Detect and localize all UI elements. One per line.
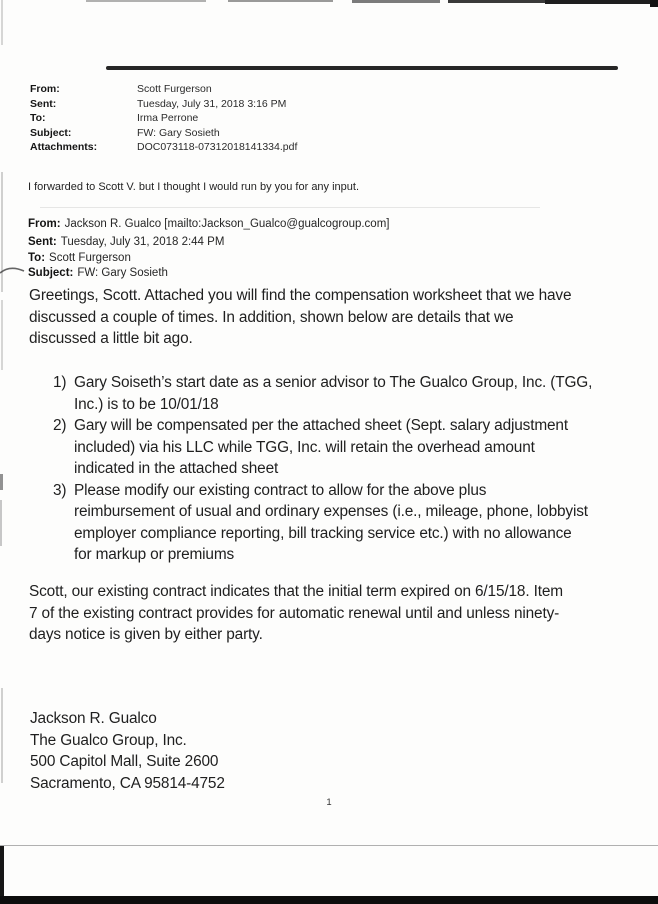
list-item-text <box>74 372 592 415</box>
field-value: Tuesday, July 31, 2018 2:44 PM <box>60 236 225 248</box>
page-number: 1 <box>326 797 332 808</box>
signature-block <box>30 708 225 795</box>
body-line: 7 of the existing contract provides for automatic renewal until and unless ninety- <box>29 604 560 622</box>
field-value: Tuesday, July 31, 2018 3:16 PM <box>137 98 287 110</box>
field-value: FW: Gary Sosieth <box>77 267 168 279</box>
body-line: Inc.) is to be 10/01/18 <box>74 395 219 413</box>
signature-line: Jackson R. Gualco <box>30 710 157 727</box>
field-value: Irma Perrone <box>137 112 199 124</box>
left-edge-artifact <box>0 500 2 546</box>
body-line: employer compliance reporting, bill tracking service etc.) with no allowance <box>74 524 572 542</box>
body-line: Scott, our existing contract indicates that the initial term expired on 6/15/18. Item <box>29 583 563 600</box>
field-label: From: <box>30 83 60 95</box>
header-field-row <box>30 83 212 97</box>
list-marker: 2) <box>53 417 67 434</box>
field-value: Jackson R. Gualco [mailto:Jackson_Gualco@gualcogroup.com] <box>64 218 390 230</box>
body-line: for markup or premiums <box>74 546 235 563</box>
quoted-header-row <box>28 217 389 231</box>
field-value: Scott Furgerson <box>49 252 131 264</box>
bottom-scan-bar <box>0 896 658 904</box>
scan-artifact-top-edge <box>352 0 440 3</box>
list-item <box>53 415 592 480</box>
list-marker: 3) <box>53 481 67 499</box>
field-label: Subject: <box>30 127 72 139</box>
field-value: Scott Furgerson <box>137 83 212 95</box>
body-greeting-paragraph <box>29 285 571 350</box>
body-closing-paragraph <box>29 581 563 646</box>
bottom-edge-artifact <box>0 845 658 846</box>
scan-artifact-top-edge <box>228 0 333 2</box>
body-line: Gary will be compensated per the attached sheet (Sept. salary adjustment <box>74 417 568 434</box>
forward-note: I forwarded to Scott V. but I thought I would run by you for any input. <box>28 181 360 193</box>
list-item <box>53 480 592 566</box>
quoted-header-row <box>28 235 224 249</box>
body-line: days notice is given by either party. <box>29 626 263 643</box>
signature-line: 500 Capitol Mall, Suite 2600 <box>30 753 219 771</box>
field-value: DOC073118-07312018141334.pdf <box>137 141 298 153</box>
field-label: From: <box>28 218 61 230</box>
body-line: Please modify our existing contract to allow for the above plus <box>74 481 487 499</box>
numbered-list <box>53 372 592 566</box>
body-line: indicated in the attached sheet <box>74 460 279 477</box>
header-field-row <box>30 141 298 155</box>
body-line: discussed a little bit ago. <box>29 330 193 347</box>
signature-line: Sacramento, CA 95814-4752 <box>30 775 225 793</box>
field-label: Sent: <box>30 98 57 110</box>
scan-artifact-top-edge <box>86 0 206 2</box>
header-field-row <box>30 98 287 112</box>
field-label: Sent: <box>28 236 57 248</box>
list-marker: 1) <box>53 374 67 391</box>
header-field-row <box>30 112 199 126</box>
pen-mark <box>0 262 26 278</box>
scan-artifact-top-edge <box>448 0 545 3</box>
body-line: Gary Soiseth’s start date as a senior advisor to The Gualco Group, Inc. (TGG, <box>74 374 593 391</box>
left-edge-artifact <box>0 474 3 490</box>
list-item-text <box>74 480 588 566</box>
list-item-text <box>74 415 568 480</box>
body-line: included) via his LLC while TGG, Inc. will retain the overhead amount <box>74 438 535 456</box>
quoted-header-row <box>28 251 131 265</box>
left-edge-artifact <box>1 0 3 45</box>
scan-artifact-top-edge <box>545 0 658 4</box>
list-item <box>53 372 592 415</box>
body-line: discussed a couple of times. In addition, shown below are details that we <box>29 308 514 326</box>
field-value: FW: Gary Sosieth <box>137 127 220 139</box>
left-edge-artifact <box>1 688 3 783</box>
body-line: reimbursement of usual and ordinary expenses (i.e., mileage, phone, lobbyist <box>74 503 588 520</box>
header-field-row <box>30 127 220 141</box>
scan-artifact-top-right-corner <box>650 0 658 7</box>
field-label: To: <box>28 252 46 264</box>
scan-smudge-line <box>40 207 540 208</box>
body-line: Greetings, Scott. Attached you will find the compensation worksheet that we have <box>29 287 572 304</box>
left-edge-artifact <box>1 300 3 370</box>
field-label: Subject: <box>28 267 74 279</box>
signature-line: The Gualco Group, Inc. <box>30 731 187 749</box>
header-divider-line <box>106 66 618 70</box>
quoted-header-row <box>28 266 168 280</box>
field-label: Attachments: <box>30 141 98 153</box>
field-label: To: <box>30 112 46 124</box>
